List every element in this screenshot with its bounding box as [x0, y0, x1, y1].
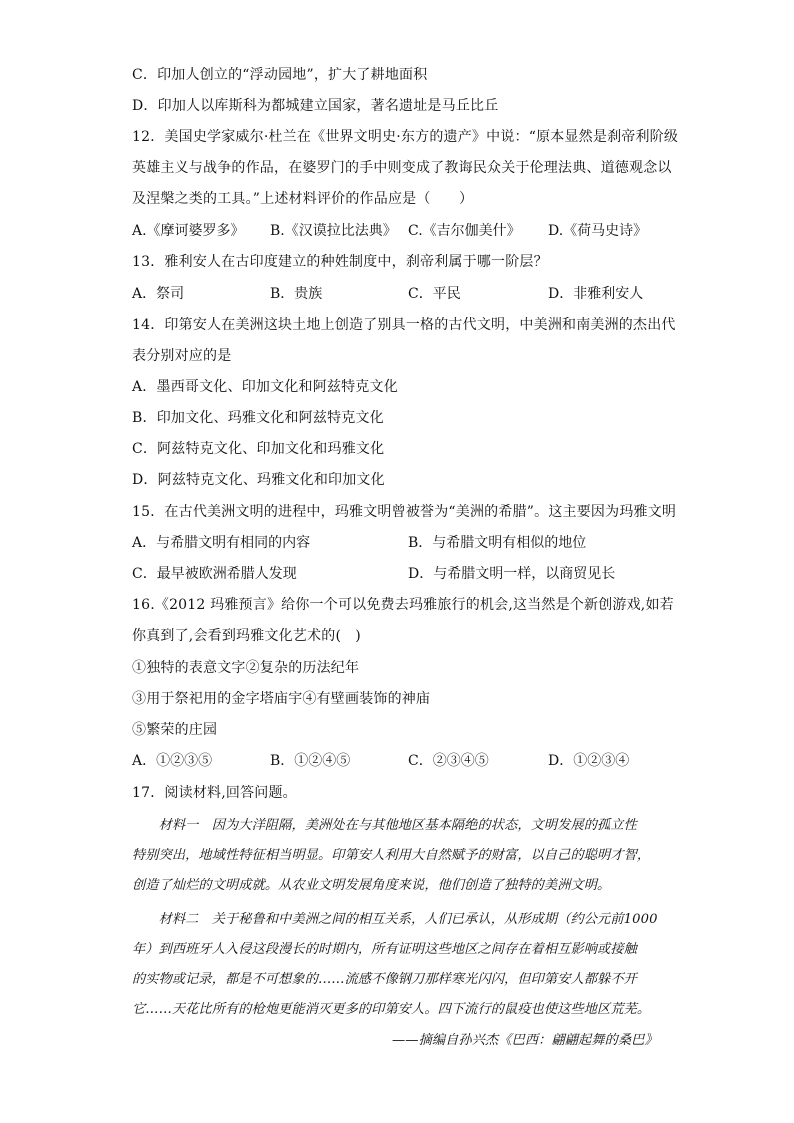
q12-option-c: C.《吉尔伽美什》	[408, 223, 521, 239]
q16-stem-line2: 你真到了,会看到玛雅文化艺术的( )	[132, 628, 361, 644]
q16-option-d: D．①②③④	[548, 753, 630, 769]
material-2-line4: 它……天花比所有的枪炮更能消灭更多的印第安人。四下流行的鼠疫也使这些地区荒芜。	[132, 1002, 651, 1017]
q16-stem-line1: 16.《2012 玛雅预言》给你一个可以免费去玛雅旅行的机会,这当然是个新创游戏,如若	[132, 597, 674, 613]
q13-option-a: A．祭司	[132, 286, 185, 302]
q15-option-b: B．与希腊文明有相似的地位	[408, 535, 587, 551]
q16-item-line1: ①独特的表意文字②复杂的历法纪年	[132, 660, 360, 676]
q13-option-b: B．贵族	[270, 286, 323, 302]
material-1-line2: 特别突出，地域性特征相当明显。印第安人利用大自然赋予的财富，以自己的聪明才智，	[132, 848, 651, 863]
q15-option-c: C．最早被欧洲希腊人发现	[132, 566, 297, 582]
q17-stem: 17．阅读材料,回答问题。	[132, 785, 297, 801]
q12-stem-line1: 12．美国史学家威尔·杜兰在《世界文明史·东方的遗产》中说：“原本显然是刹帝利阶级	[132, 129, 679, 145]
q16-option-a: A．①②③⑤	[132, 753, 213, 769]
q12-option-b: B.《汉谟拉比法典》	[270, 223, 397, 239]
q16-option-b: B．①②④⑤	[270, 753, 351, 769]
q16-option-c: C．②③④⑤	[408, 753, 489, 769]
q14-stem-line1: 14．印第安人在美洲这块土地上创造了别具一格的古代文明，中美洲和南美洲的杰出代	[132, 317, 676, 333]
q12-stem-line2: 英雄主义与战争的作品，在婆罗门的手中则变成了教诲民众关于伦理法典、道德观念以	[132, 160, 672, 176]
q14-stem-line2: 表分别对应的是	[132, 348, 232, 364]
q14-option-d: D．阿兹特克文化、玛雅文化和印加文化	[132, 472, 385, 488]
material-2-line1: 材料二 关于秘鲁和中美洲之间的相互关系，人们已承认，从形成期（约公元前1000	[132, 912, 658, 927]
q12-option-d: D.《荷马史诗》	[548, 223, 648, 239]
q13-stem: 13．雅利安人在古印度建立的种姓制度中，刹帝利属于哪一阶层？	[132, 254, 548, 270]
q13-option-c: C．平民	[408, 286, 461, 302]
material-2-line2: 年）到西班牙人入侵这段漫长的时期内，所有证明这些地区之间存在着相互影响或接触	[132, 942, 637, 957]
q11-option-c: C．印加人创立的“浮动园地”，扩大了耕地面积	[132, 67, 428, 83]
q14-option-c: C．阿兹特克文化、印加文化和玛雅文化	[132, 441, 385, 457]
q14-option-a: A．墨西哥文化、印加文化和阿兹特克文化	[132, 379, 398, 395]
material-1-line3: 创造了灿烂的文明成就。从农业文明发展角度来说，他们创造了独特的美洲文明。	[132, 878, 611, 893]
q16-item-line3: ⑤繁荣的庄园	[132, 722, 218, 738]
q15-option-a: A．与希腊文明有相同的内容	[132, 535, 311, 551]
q11-option-d: D．印加人以库斯科为都城建立国家，著名遗址是马丘比丘	[132, 98, 499, 114]
material-2-line3: 的实物或记录，都是不可想象的……流感不像钢刀那样寒光闪闪，但印第安人都躲不开	[132, 972, 637, 987]
q13-option-d: D．非雅利安人	[548, 286, 644, 302]
q16-item-line2: ③用于祭祀用的金字塔庙宇④有壁画装饰的神庙	[132, 691, 431, 707]
q15-option-d: D．与希腊文明一样，以商贸见长	[408, 566, 616, 582]
q12-stem-line3: 及涅槃之类的工具。”上述材料评价的作品应是（ ）	[132, 191, 474, 207]
q15-stem: 15．在古代美洲文明的进程中，玛雅文明曾被誉为“美洲的希腊”。这主要因为玛雅文明	[132, 504, 677, 520]
material-2-source: ——摘编自孙兴杰《巴西：翩翩起舞的桑巴》	[392, 1033, 658, 1048]
q14-option-b: B．印加文化、玛雅文化和阿兹特克文化	[132, 410, 384, 426]
q12-option-a: A.《摩诃婆罗多》	[132, 223, 245, 239]
material-1-line1: 材料一 因为大洋阻隔，美洲处在与其他地区基本隔绝的状态，文明发展的孤立性	[132, 818, 637, 833]
